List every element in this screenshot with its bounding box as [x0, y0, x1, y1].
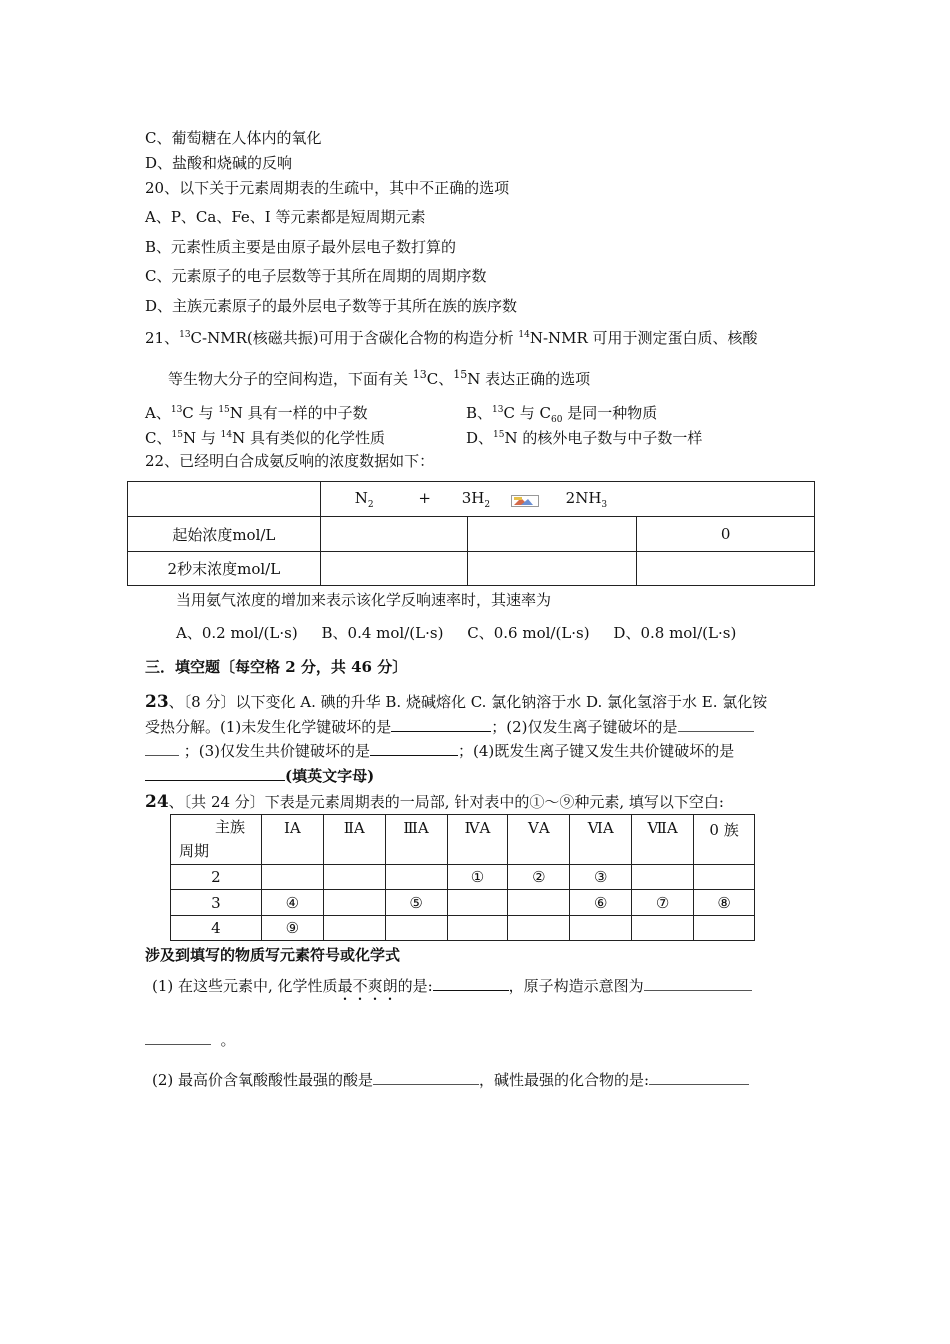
plus-sign: + [418, 488, 431, 507]
initial-h2-cell [467, 517, 637, 552]
q23-line3: ；(3)仅发生共价键破坏的是 ；(4)既发生离子键又发生共价键破坏的是 [145, 741, 734, 761]
element-cell [570, 916, 632, 941]
q21-option-c: C、$^{15}$N 与 $^{14}$N 具有类似的化学性质 [145, 429, 385, 447]
final-nh3-cell [637, 552, 815, 586]
element-cell [261, 865, 323, 890]
element-cell [508, 916, 570, 941]
header-corner [171, 815, 262, 865]
q24-part1-cont: 。 [145, 1030, 236, 1050]
group-header: ⅤA [508, 815, 570, 865]
emphasis-text: 最不爽朗 [337, 977, 398, 995]
element-cell: ② [508, 865, 570, 890]
section-3-title: 三．填空题〔每空格 2 分，共 46 分〕 [145, 658, 408, 676]
group-header: ⅦA [632, 815, 694, 865]
final-n2-cell [320, 552, 467, 586]
header-period: 周期 [179, 842, 210, 860]
element-cell [694, 865, 755, 890]
q23-line4: (填英文字母) [145, 766, 374, 786]
q23-line1: 23、〔8 分〕以下变化 A. 碘的升华 B. 烧碱熔化 C. 氯化钠溶于水 D. 氯化氢溶于水 E. 氯化铵 [145, 692, 768, 712]
group-header: ⅣA [447, 815, 508, 865]
element-cell [447, 916, 508, 941]
q19-option-d: D、盐酸和烧碱的反响 [145, 154, 293, 172]
table-row [171, 890, 755, 916]
q21-stem-line1: 21、$^{13}$C-NMR(核磁共振)可用于含碳化合物的构造分析 $^{14}$N-NMR 可用于测定蛋白质、核酸 [145, 329, 758, 347]
final-h2-cell [467, 552, 637, 586]
reaction-equation [320, 482, 814, 517]
table-row [128, 517, 815, 552]
q24-stem: 24、〔共 24 分〕下表是元素周期表的一局部, 针对表中的①～⑨种元素, 填写以下空白: [145, 792, 724, 812]
element-cell [447, 890, 508, 916]
q21-option-a: A、$^{13}$C 与 $^{15}$N 具有一样的中子数 [145, 404, 368, 422]
element-cell: ⑦ [632, 890, 694, 916]
q24-part1: (1) 在这些元素中, 化学性质最不爽朗的是: ，原子构造示意图为 [152, 976, 752, 1004]
group-header: ⅠA [261, 815, 323, 865]
group-header: ⅢA [385, 815, 447, 865]
q20-option-d: D、主族元素原子的最外层电子数等于其所在族的族序数 [145, 297, 518, 315]
element-cell [632, 865, 694, 890]
q22-question: 当用氨气浓度的增加来表示该化学反响速率时，其速率为 [176, 591, 552, 609]
q21-option-b: B、$^{13}$C 与 $C_{60}$ 是同一种物质 [466, 404, 658, 425]
q23-blank-2b[interactable] [145, 741, 179, 756]
element-cell [323, 916, 385, 941]
element-cell [323, 865, 385, 890]
q24-blank-4[interactable] [649, 1070, 749, 1085]
group-header: 0 族 [694, 815, 755, 865]
q20-option-a: A、P、Ca、Fe、I 等元素都是短周期元素 [145, 208, 426, 226]
element-cell [385, 865, 447, 890]
group-header: ⅡA [323, 815, 385, 865]
q23-blank-1[interactable] [391, 717, 491, 732]
q20-stem: 20、以下关于元素周期表的生疏中，其中不正确的选项 [145, 179, 510, 197]
q20-option-b: B、元素性质主要是由原子最外层电子数打算的 [145, 238, 457, 256]
q21-stem-line2: 等生物大分子的空间构造，下面有关 $^{13}$C、$^{15}$N 表达正确的选项 [168, 368, 591, 388]
element-cell [323, 890, 385, 916]
element-cell: ⑤ [385, 890, 447, 916]
q23-line2: 受热分解。(1)未发生化学键破坏的是 ；(2)仅发生离子键破坏的是 [145, 717, 754, 737]
period-label: 4 [171, 916, 262, 941]
element-cell: ④ [261, 890, 323, 916]
initial-conc-label: 起始浓度mol/L [128, 517, 321, 552]
table-row [128, 552, 815, 586]
element-cell: ⑨ [261, 916, 323, 941]
q22-stem: 22、已经明白合成氨反响的浓度数据如下： [145, 452, 435, 470]
n2: $N_2$ [354, 488, 374, 510]
group-header: ⅥA [570, 815, 632, 865]
element-cell: ① [447, 865, 508, 890]
element-cell [632, 916, 694, 941]
table-row [171, 916, 755, 941]
period-label: 3 [171, 890, 262, 916]
initial-n2-cell [320, 517, 467, 552]
q20-option-c: C、元素原子的电子层数等于其所在周期的周期序数 [145, 267, 487, 285]
q24-part2: (2) 最高价含氧酸酸性最强的酸是 ，碱性最强的化合物的是: [152, 1070, 749, 1090]
q19-option-c: C、葡萄糖在人体内的氧化 [145, 129, 322, 147]
q24-blank-1[interactable] [433, 976, 509, 991]
h2: $3H_2$ [461, 488, 491, 510]
q22-options: A、0.2 mol/(L·s) B、0.4 mol/(L·s) C、0.6 mol/(L·s) D、0.8 mol/(L·s) [176, 624, 737, 642]
q21-option-d: D、$^{15}$N 的核外电子数与中子数一样 [466, 429, 703, 447]
two-second-conc-label: 2秒末浓度mol/L [128, 552, 321, 586]
periodic-table [170, 814, 755, 941]
element-cell [694, 916, 755, 941]
initial-nh3-cell: 0 [637, 517, 815, 552]
header-main-group: 主族 [215, 818, 246, 836]
q24-blank-2b[interactable] [145, 1030, 211, 1045]
element-cell [385, 916, 447, 941]
q23-blank-2a[interactable] [678, 717, 754, 732]
q24-note: 涉及到填写的物质写元素符号或化学式 [145, 946, 401, 964]
q23-blank-4[interactable] [145, 766, 285, 781]
q24-blank-2a[interactable] [644, 976, 752, 991]
reaction-table [127, 481, 815, 586]
period-label: 2 [171, 865, 262, 890]
element-cell: ③ [570, 865, 632, 890]
q23-blank-3[interactable] [370, 741, 458, 756]
nh3: $2NH_3$ [565, 488, 608, 510]
reversible-arrow-icon [511, 493, 539, 505]
element-cell: ⑥ [570, 890, 632, 916]
q24-blank-3[interactable] [373, 1070, 479, 1085]
table-row [171, 865, 755, 890]
element-cell: ⑧ [694, 890, 755, 916]
reaction-corner-cell [128, 482, 321, 517]
element-cell [508, 890, 570, 916]
